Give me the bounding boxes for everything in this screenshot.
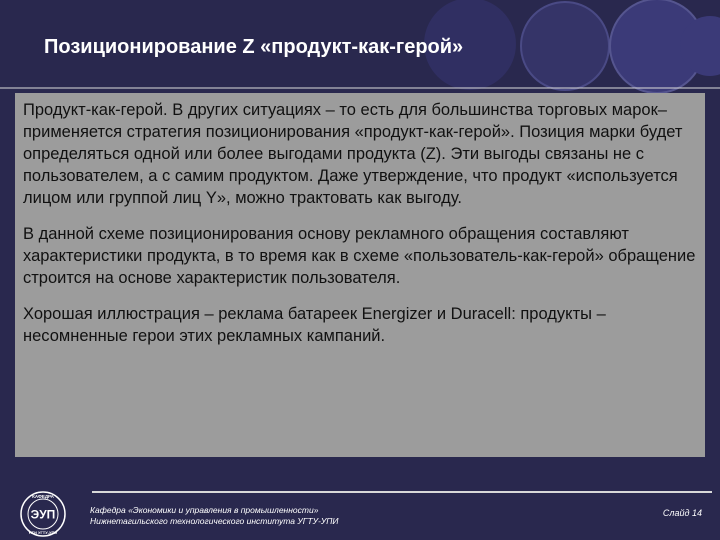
paragraph-3: Хорошая иллюстрация – реклама батареек Energizer и Duracell: продукты – несомненные герои этих рекламных кампаний. (23, 305, 606, 345)
logo-main-text: ЭУП (30, 507, 56, 522)
department-logo (16, 490, 70, 538)
logo-top-text: КАФЕДРА (32, 494, 54, 499)
footer-line-1: Кафедра «Экономики и управления в промышленности» (90, 505, 319, 515)
slide-title: Позиционирование Z «продукт-как-герой» (44, 36, 464, 58)
slide-number: Слайд 14 (662, 508, 702, 518)
paragraph-2: В данной схеме позиционирования основу рекламного обращения составляют характеристики продукта, в то время как в схеме «пользователь-как-герой» обращение строится на основе характеристик пользователя. (23, 225, 696, 287)
logo-bottom-text: НТИ УГТУ-УПИ (28, 530, 58, 535)
footer-department (90, 505, 339, 527)
content-box (15, 93, 705, 457)
paragraph-1: Продукт-как-герой. В других ситуациях – то есть для большинства торговых марок–применяется стратегия позиционирования «продукт-как-герой». Позиция марки будет определяться одной или более выгодами продукта (Z). Эти выгоды связаны не с пользователем, а с самим продуктом. Даже утверждение, что продукт «используется лицом или группой лиц Y», можно трактовать как выгоду. (23, 101, 683, 207)
footer-line-2: Нижнетагильского технологического института УГТУ-УПИ (90, 516, 339, 526)
footer-divider (92, 491, 712, 493)
